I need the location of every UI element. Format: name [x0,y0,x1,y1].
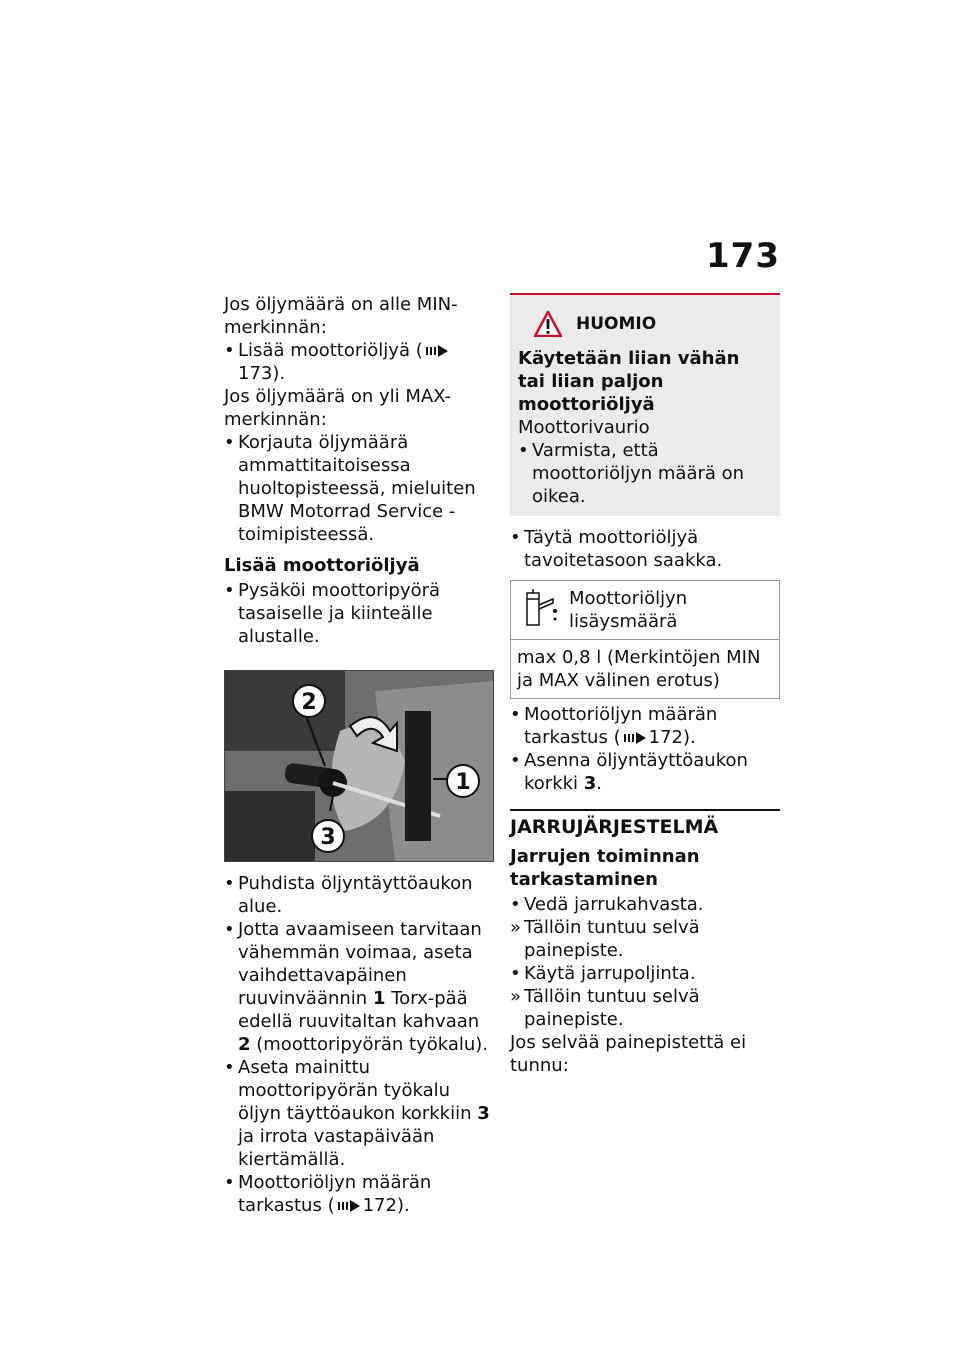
list-item: • Käytä jarrupoljinta. [510,963,696,984]
list-item: • Puhdista öljyntäyttöaukon alue. [224,873,473,917]
chapter-heading: JARRUJÄRJESTELMÄ [510,809,780,839]
notice-text: Moottorivaurio [518,417,650,438]
notice-bullet: • Varmista, että moottoriöljyn määrä on oikea. [518,440,745,507]
notice-label: HUOMIO [576,313,657,334]
list-item: • Pysäköi moottoripyörä tasaiselle ja kiinteälle alustalle. [224,580,441,647]
list-item: • Korjauta öljymäärä ammattitaitoisessa huoltopisteessä, mieluiten BMW Motorrad Service -toimipisteessä. [224,432,476,545]
result-item: » Tällöin tuntuu selvä painepiste. [510,986,700,1030]
spec-label: Moottoriöljyn lisäysmäärä [569,588,688,632]
list-item: • Moottoriöljyn määrän tarkastus ( 172). [510,704,718,748]
photo-label-2: 2 [301,690,317,715]
paragraph-max: Jos öljymäärä on yli MAX-merkinnän: [224,386,452,430]
notice-title: Käytetään liian vähän tai liian paljon moottoriöljyä [518,348,740,415]
section-heading: Lisää moottoriöljyä [224,555,420,576]
left-column [224,293,496,1217]
photo-label-3: 3 [320,825,336,850]
warning-triangle-icon [534,311,562,337]
list-item: • Lisää moottoriöljyä (173). [224,339,496,385]
right-column [510,293,780,1077]
paragraph-end: Jos selvää painepistettä ei tunnu: [510,1032,747,1076]
list-item: • Täytä moottoriöljyä tavoitetasoon saakka. [510,527,723,571]
list-item: • Asenna öljyntäyttöaukon korkki 3. [510,750,748,794]
notice-box [510,293,780,516]
paragraph-min: Jos öljymäärä on alle MIN-merkinnän: [224,294,458,338]
photo-label-1: 1 [455,770,471,795]
oil-filler-photo [224,670,494,862]
spec-value: max 0,8 l (Merkintöjen MIN ja MAX välinen erotus) [517,647,761,691]
ref-arrow-icon [624,732,646,744]
page-number: 173 [706,236,780,276]
oil-can-icon [517,587,563,631]
ref-arrow-icon [426,345,448,357]
list-item: • Aseta mainittu moottoripyörän työkalu öljyn täyttöaukon korkkiin 3 ja irrota vastapäivään kiertämällä. [224,1057,490,1170]
list-item: • Vedä jarrukahvasta. [510,894,704,915]
ref-arrow-icon [338,1200,360,1212]
spec-table [510,580,780,699]
section-heading: Jarrujen toiminnan tarkastaminen [510,846,700,890]
list-item: • Moottoriöljyn määrän tarkastus ( 172). [224,1172,432,1216]
result-item: » Tällöin tuntuu selvä painepiste. [510,917,700,961]
list-item: • Jotta avaamiseen tarvitaan vähemmän voimaa, aseta vaihdettavapäinen ruuvinväännin 1 Torx-pää edellä ruuvitaltan kahvaan 2 (moottoripyörän työkalu). [224,919,489,1055]
